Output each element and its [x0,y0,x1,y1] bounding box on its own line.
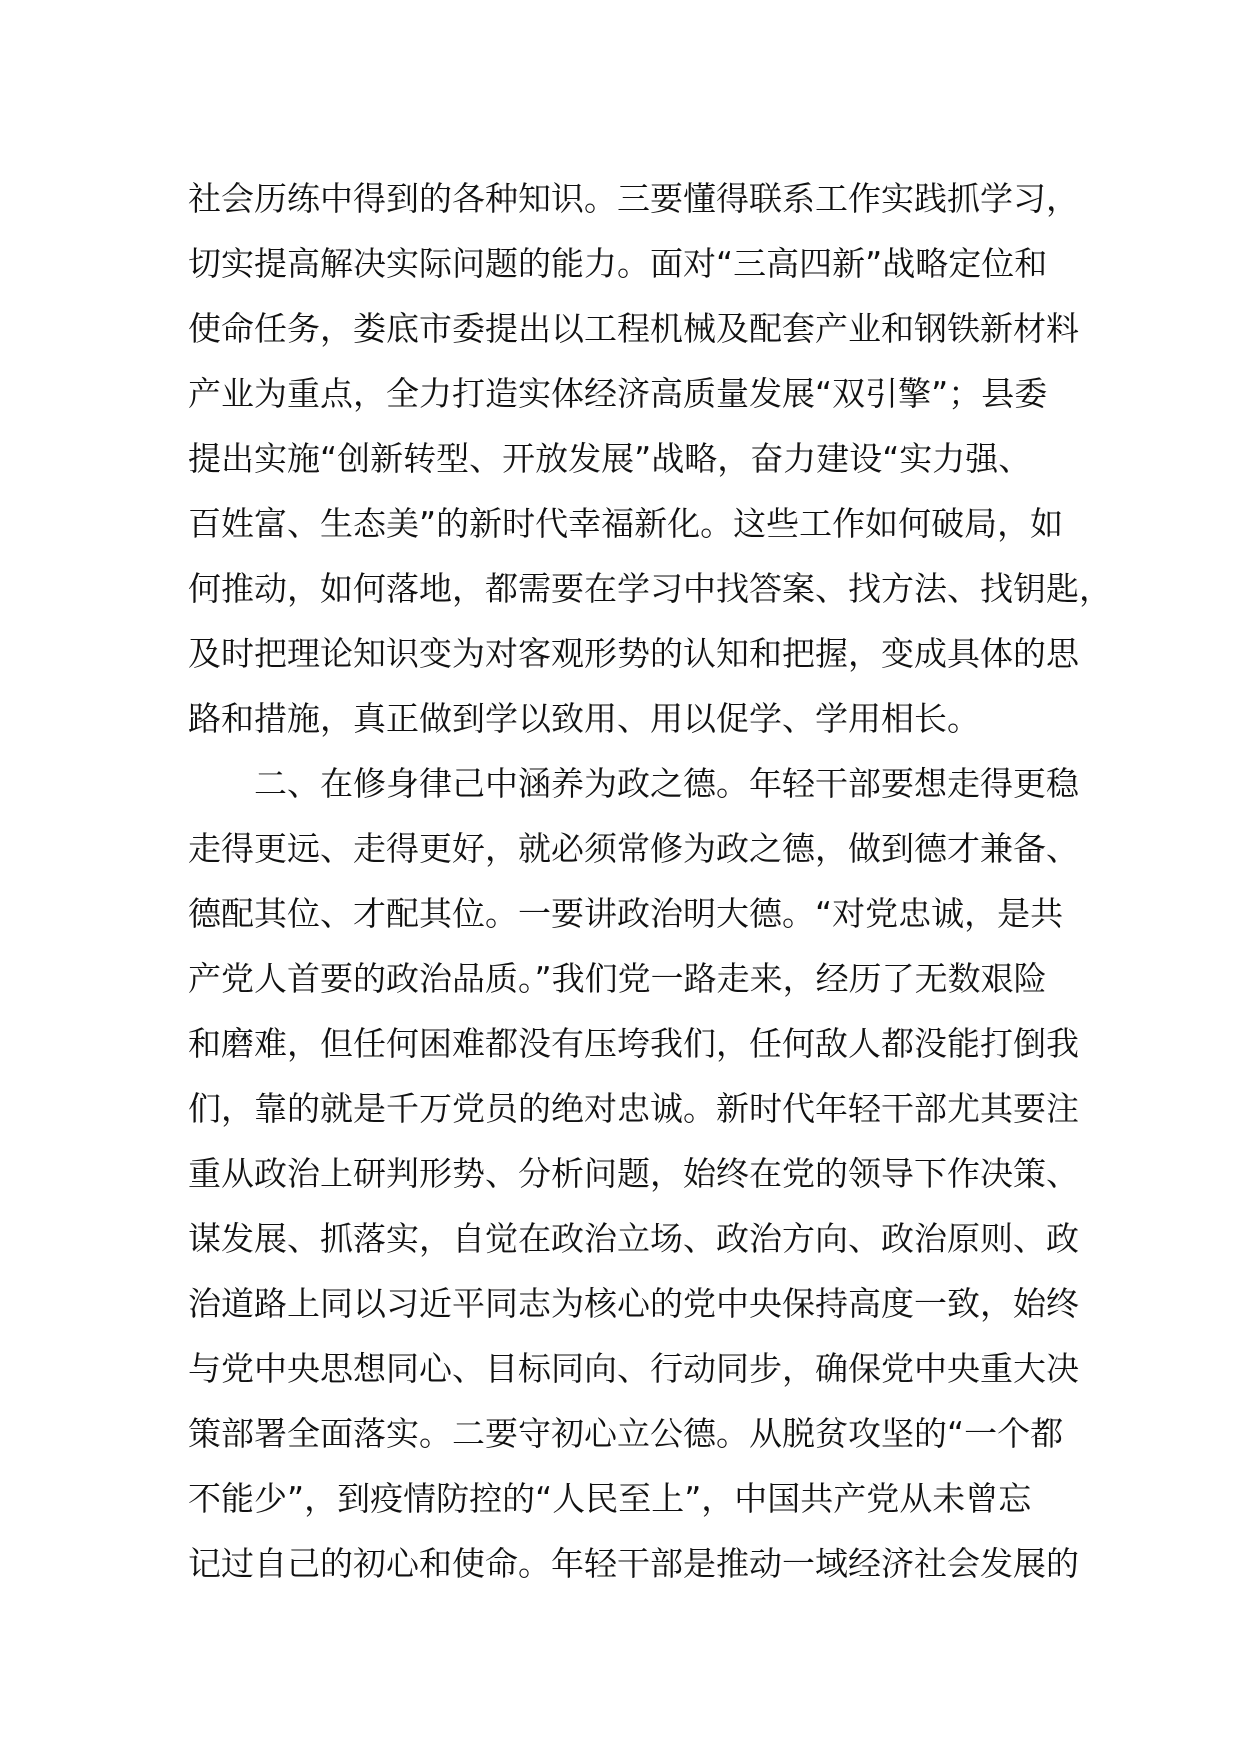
text-line: 产业为重点，全力打造实体经济高质量发展“双引擎”；县委 [188,374,1048,413]
text-line: 与党中央思想同心、目标同向、行动同步，确保党中央重大决 [188,1349,1079,1388]
text-line: 使命任务，娄底市委提出以工程机械及配套产业和钢铁新材料 [188,309,1079,348]
text-line: 提出实施“创新转型、开放发展”战略，奋力建设“实力强、 [188,439,1032,478]
text-line: 不能少”，到疫情防控的“人民至上”，中国共产党从未曾忘 [188,1479,1032,1518]
text-line: 治道路上同以习近平同志为核心的党中央保持高度一致，始终 [188,1284,1079,1323]
text-line: 和磨难，但任何困难都没有压垮我们，任何敌人都没能打倒我 [188,1024,1079,1063]
body-text [188,166,1112,1596]
text-line: 德配其位、才配其位。一要讲政治明大德。“对党忠诚，是共 [188,894,1064,933]
text-line: 及时把理论知识变为对客观形势的认知和把握，变成具体的思 [188,634,1079,673]
text-line: 百姓富、生态美”的新时代幸福新化。这些工作如何破局，如 [188,504,1064,543]
text-line: 策部署全面落实。二要守初心立公德。从脱贫攻坚的“一个都 [188,1414,1064,1453]
text-line: 产党人首要的政治品质。”我们党一路走来，经历了无数艰险 [188,959,1047,998]
text-line: 谋发展、抓落实，自觉在政治立场、政治方向、政治原则、政 [188,1219,1079,1258]
text-line: 们，靠的就是千万党员的绝对忠诚。新时代年轻干部尤其要注 [188,1089,1079,1128]
text-line: 切实提高解决实际问题的能力。面对“三高四新”战略定位和 [188,244,1048,283]
text-line: 路和措施，真正做到学以致用、用以促学、学用相长。 [188,699,980,738]
text-line: 走得更远、走得更好，就必须常修为政之德，做到德才兼备、 [188,829,1079,868]
paragraph-heading-line: 二、在修身律己中涵养为政之德。年轻干部要想走得更稳 [188,764,1079,803]
text-line: 社会历练中得到的各种知识。三要懂得联系工作实践抓学习， [188,179,1079,218]
text-line: 重从政治上研判形势、分析问题，始终在党的领导下作决策、 [188,1154,1079,1193]
text-line: 何推动，如何落地，都需要在学习中找答案、找方法、找钥匙， [188,569,1112,608]
text-line: 记过自己的初心和使命。年轻干部是推动一域经济社会发展的 [188,1544,1079,1583]
